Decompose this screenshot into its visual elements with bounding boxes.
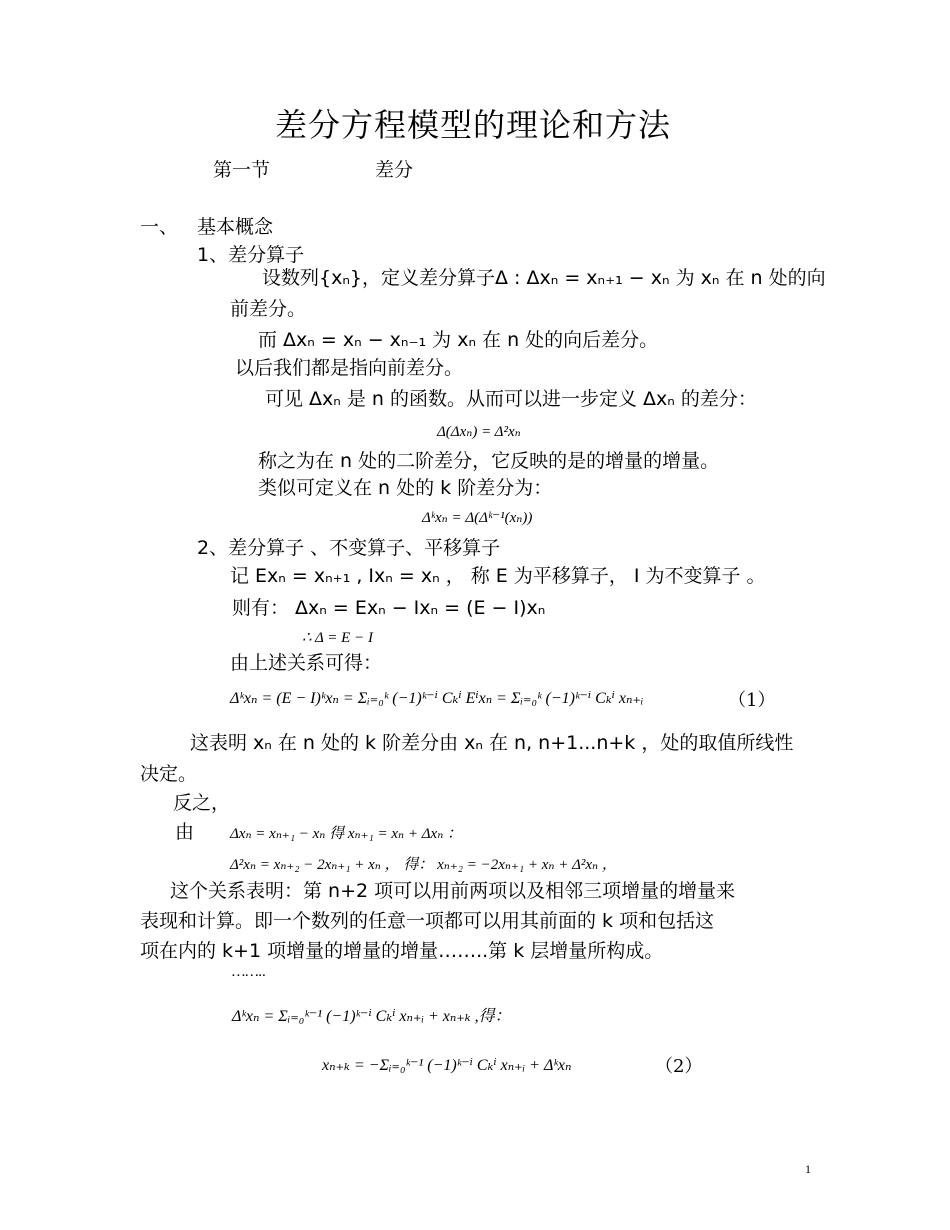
- para-second-order: 称之为在 n 处的二阶差分，它反映的是的增量的增量。: [258, 450, 720, 472]
- equation-operator-identity: ∴ Δ = E − I: [302, 630, 373, 646]
- page-number: 1: [805, 1162, 811, 1176]
- para-forward-diff-1: 设数列{xₙ}，定义差分算子Δ : Δxₙ = xₙ₊₁ − xₙ 为 xₙ 在 n 处的向: [262, 267, 826, 289]
- para-linear-determination-2: 决定。: [140, 763, 198, 785]
- para-function-of-n: 可见 Δxₙ 是 n 的函数。从而可以进一步定义 Δxₙ 的差分：: [265, 388, 757, 410]
- part-name: 基本概念: [197, 216, 274, 238]
- para-operators-def: 记 Exₙ = xₙ₊₁ , Ixₙ = xₙ ， 称 E 为平移算子， I 为不变算子 。: [230, 565, 766, 587]
- equation-1-number: （1）: [728, 690, 776, 711]
- ellipsis: ……..: [232, 964, 267, 980]
- equation-recurrence-2: Δ²xₙ = xₙ₊₂ − 2xₙ₊₁ + xₙ ， 得： xₙ₊₂ = −2xₙ₊₁ + xₙ + Δ²xₙ ，: [230, 857, 617, 873]
- para-operators-relation: 则有： Δxₙ = Exₙ − Ixₙ = (E − I)xₙ: [232, 597, 546, 619]
- section-name: 差分: [375, 159, 414, 181]
- equation-recurrence-1: Δxₙ = xₙ₊₁ − xₙ 得 xₙ₊₁ = xₙ + Δxₙ ：: [230, 826, 463, 842]
- para-kth-order: 类似可定义在 n 处的 k 阶差分为：: [258, 477, 553, 499]
- equation-2: xₙ₊ₖ = −Σᵢ₌₀ᵏ⁻¹ (−1)ᵏ⁻ⁱ Cₖⁱ xₙ₊ᵢ + Δᵏxₙ: [322, 1057, 572, 1074]
- subsection-1: 1、差分算子: [197, 244, 305, 266]
- para-conversely: 反之，: [173, 792, 231, 814]
- para-linear-determination-1: 这表明 xₙ 在 n 处的 k 阶差分由 xₙ 在 n, n+1...n+k ，处的取值所线性: [190, 732, 794, 754]
- equation-1: Δᵏxₙ = (E − I)ᵏxₙ = Σᵢ₌₀ᵏ (−1)ᵏ⁻ⁱ Cₖⁱ Eⁱxₙ = Σᵢ₌₀ᵏ (−1)ᵏ⁻ⁱ Cₖⁱ xₙ₊ᵢ: [230, 690, 644, 707]
- para-derivation: 由上述关系可得：: [230, 652, 383, 674]
- para-forward-diff-2: 前差分。: [230, 298, 307, 320]
- para-backward-diff: 而 Δxₙ = xₙ − xₙ₋₁ 为 xₙ 在 n 处的向后差分。: [258, 329, 659, 351]
- equation-kth-diff: Δᵏxₙ = Δ(Δᵏ⁻¹(xₙ)): [422, 510, 533, 526]
- equation-2-number: （2）: [655, 1056, 703, 1077]
- section-label: 第一节: [213, 159, 271, 181]
- para-relation-3: 项在内的 k+1 项增量的增量的增量……..第 k 层增量所构成。: [140, 940, 664, 962]
- subsection-2: 2、差分算子 、不变算子、平移算子: [197, 537, 501, 559]
- para-from: 由: [175, 821, 195, 843]
- page-title: 差分方程模型的理论和方法: [275, 106, 672, 144]
- equation-second-diff: Δ(Δxₙ) = Δ²xₙ: [437, 424, 521, 440]
- equation-recurrence-3: Δᵏxₙ = Σᵢ₌₀ᵏ⁻¹ (−1)ᵏ⁻ⁱ Cₖⁱ xₙ₊ᵢ + xₙ₊ₖ ,得：: [232, 1008, 511, 1025]
- para-convention: 以后我们都是指向前差分。: [235, 357, 464, 379]
- para-relation-2: 表现和计算。即一个数列的任意一项都可以用其前面的 k 项和包括这: [140, 910, 715, 932]
- part-label: 一、: [140, 216, 179, 238]
- para-relation-1: 这个关系表明：第 n+2 项可以用前两项以及相邻三项增量的增量来: [170, 880, 736, 902]
